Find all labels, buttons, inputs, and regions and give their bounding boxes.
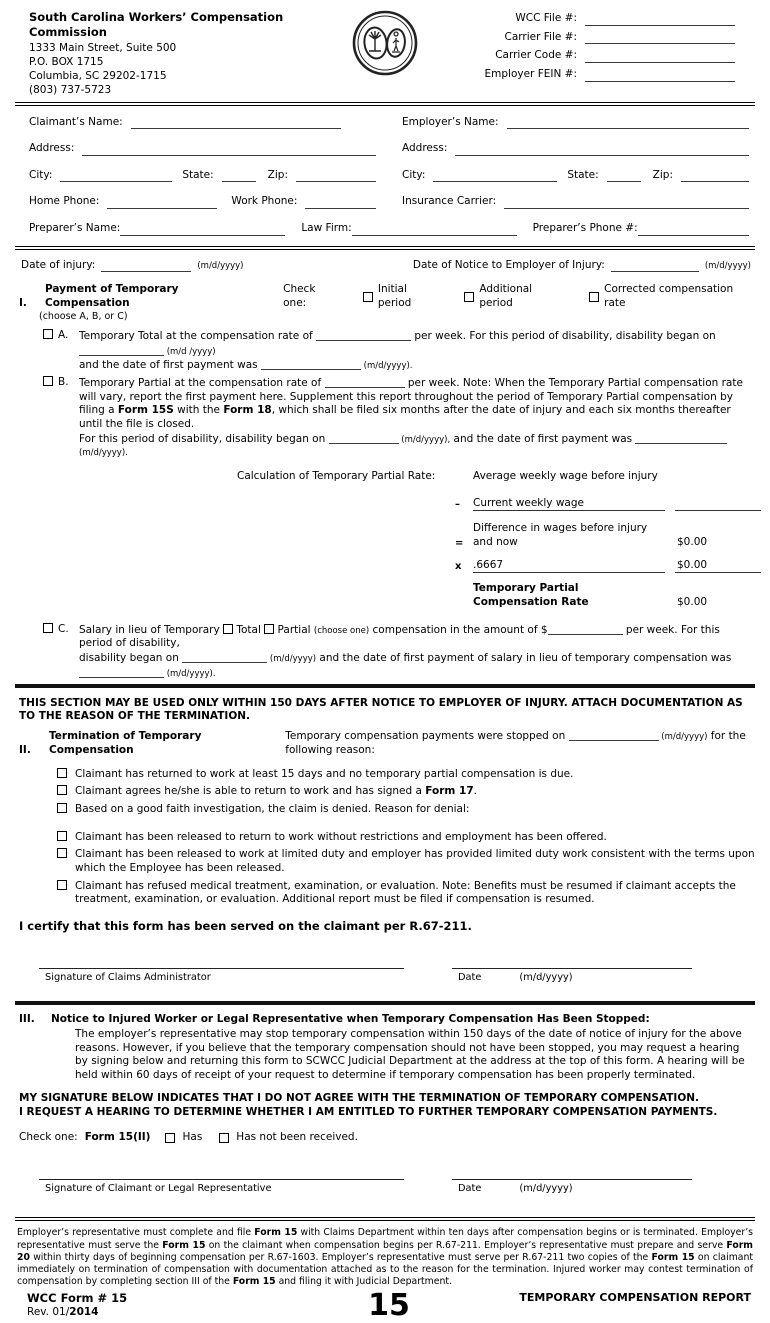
date-label: Date — [458, 971, 482, 983]
claimant-zip-input[interactable] — [296, 170, 376, 182]
south-carolina-seal-icon — [352, 10, 418, 76]
option-b-row — [43, 376, 755, 460]
text-run: Total — [233, 623, 265, 636]
claimant-signature-label: Signature of Claimant or Legal Representative — [45, 1182, 272, 1194]
section1-heading — [15, 277, 755, 310]
employer-address-label: Address: — [402, 142, 448, 155]
check-one-label: Check one: — [283, 283, 316, 310]
date-format-hint: (m/d/yyyy) — [519, 1182, 573, 1194]
calc-title: Calculation of Temporary Partial Rate: — [237, 469, 436, 482]
calc-value-difference: $0.00 — [677, 536, 708, 549]
fill-in-line[interactable] — [182, 651, 267, 663]
form-header — [15, 6, 755, 100]
employer-city-input[interactable] — [433, 170, 557, 182]
section2-title: Termination of Temporary Compensation — [49, 730, 202, 757]
text-run: and the date of first payment was — [79, 359, 261, 372]
text-run: Partial — [274, 623, 314, 636]
insurance-carrier-input[interactable] — [504, 197, 749, 209]
corrected-rate-label: Corrected compensation rate — [604, 283, 734, 310]
text-run: on the claimant when compensation begins per R.67-211. Employer’s representative must prepare and serve — [205, 1239, 727, 1251]
calc-value-factor-product: $0.00 — [675, 559, 761, 574]
seal-container — [315, 10, 455, 81]
fill-in-line[interactable] — [569, 729, 659, 741]
work-phone-label: Work Phone: — [231, 195, 298, 208]
claims-admin-date-line[interactable] — [452, 968, 692, 969]
inline-checkbox[interactable] — [264, 624, 274, 634]
claimant-name-input[interactable] — [131, 117, 341, 129]
multiply-operator: x — [455, 561, 462, 573]
option-initial-period[interactable] — [363, 283, 443, 310]
has-not-checkbox[interactable] — [219, 1133, 229, 1143]
initial-period-checkbox[interactable] — [363, 292, 373, 302]
divider — [15, 246, 755, 250]
termination-reason-row — [57, 803, 755, 817]
text-run: (m/d/yyyy). — [164, 668, 216, 679]
phone-line: (803) 737-5723 — [29, 84, 112, 97]
claimant-address-input[interactable] — [82, 144, 376, 156]
employer-address-input[interactable] — [455, 144, 749, 156]
check-one-label: Check one: — [19, 1131, 78, 1144]
text-run: Claimant has been released to work at limited duty and employer has provided limited duty work consistent with the terms upon which the Employee has been released. — [75, 848, 755, 874]
text-run: within thirty days of beginning compensation per R.67-1603. Employer’s representative must serve per R.67-211 two copies of the — [29, 1251, 652, 1263]
parties-section — [15, 108, 755, 244]
reason-text — [75, 831, 755, 845]
carrier-code-input[interactable] — [585, 51, 735, 63]
text-run: Form 17 — [425, 785, 474, 798]
text-run: Temporary Partial at the compensation rate of — [79, 376, 325, 389]
filing-instructions — [15, 1223, 755, 1287]
home-phone-label: Home Phone: — [29, 195, 100, 208]
calc-value-result: $0.00 — [677, 596, 708, 608]
employer-fein-input[interactable] — [585, 70, 735, 82]
fill-in-line[interactable] — [325, 376, 405, 388]
text-run: compensation in the amount of $ — [369, 623, 548, 636]
form-id: WCC Form # 15 — [27, 1290, 128, 1305]
carrier-file-input[interactable] — [585, 32, 735, 44]
text-run: Form 15 — [651, 1251, 695, 1263]
employer-fein-row — [455, 68, 755, 82]
section2-number: II. — [19, 744, 31, 757]
text-run: disability began on — [79, 651, 183, 664]
file-number-block — [455, 10, 755, 87]
equals-operator: = — [455, 537, 464, 549]
termination-reasons-group1 — [57, 768, 755, 817]
section3-title: Notice to Injured Worker or Legal Representative when Temporary Compensation Has Been Stopped: — [51, 1012, 650, 1025]
employer-column — [402, 116, 749, 223]
reason-text — [75, 785, 755, 799]
fill-in-line[interactable] — [548, 623, 623, 635]
option-b-checkbox[interactable] — [43, 376, 53, 386]
form-15ii-ref: Form 15(II) — [84, 1131, 151, 1144]
additional-period-label: Additional period — [479, 283, 533, 310]
text-run: Temporary Total at the compensation rate of — [79, 330, 317, 343]
claimant-column — [29, 116, 376, 223]
option-b-text — [79, 376, 755, 460]
text-run: . — [473, 785, 477, 798]
calc-table — [455, 470, 761, 619]
date-label: Date — [458, 1182, 482, 1194]
claimant-city-input[interactable] — [60, 170, 172, 182]
form-15ii-check-row — [19, 1131, 755, 1145]
preparer-row — [29, 222, 749, 236]
text-run: Claimant has refused medical treatment, examination, or evaluation. Note: Benefits must be resumed if claimant accepts the treatment, examination, or evaluation. Additional report must be filed if compensation is resumed. — [75, 879, 736, 906]
reason-text — [75, 848, 755, 875]
claimant-name-label: Claimant’s Name: — [29, 115, 123, 128]
wcc-file-input[interactable] — [585, 14, 735, 26]
notice-date-label: Date of Notice to Employer of Injury: — [412, 258, 605, 271]
signature-statement-1: MY SIGNATURE BELOW INDICATES THAT I DO NOT AGREE WITH THE TERMINATION OF TEMPORARY COMPENSATION. — [19, 1091, 700, 1104]
employer-zip-input[interactable] — [681, 170, 749, 182]
option-additional-period[interactable] — [464, 283, 567, 310]
fill-in-line[interactable] — [329, 432, 399, 444]
address-line: Columbia, SC 29202-1715 — [29, 70, 167, 83]
claimant-state-label: State: — [182, 168, 214, 181]
law-firm-input[interactable] — [352, 224, 517, 236]
text-run: Temporary compensation payments were stopped on — [285, 730, 569, 743]
text-run: Claimant has returned to work at least 15 days and no temporary partial compensation is due. — [75, 767, 574, 780]
text-run: (m/d/yyyy) — [267, 653, 317, 664]
reason-text — [75, 768, 755, 782]
text-run: Salary in lieu of Temporary — [79, 623, 224, 636]
claims-admin-signature-row — [39, 968, 755, 985]
minus-operator: – — [455, 499, 460, 511]
preparer-name-input[interactable] — [120, 224, 285, 236]
termination-reason-row — [57, 848, 755, 875]
calc-row-difference: Difference in wages before injury and now — [473, 522, 648, 549]
employer-name-input[interactable] — [507, 117, 749, 129]
reason-checkbox[interactable] — [57, 848, 67, 858]
has-checkbox[interactable] — [165, 1133, 175, 1143]
option-a-text — [79, 329, 755, 373]
form-id-block — [27, 1291, 368, 1320]
employer-city-label: City: — [402, 168, 426, 181]
text-run: and the date of first payment was — [450, 432, 636, 445]
text-run: Form 15S — [117, 404, 174, 417]
report-title: TEMPORARY COMPENSATION REPORT — [519, 1290, 751, 1304]
reason-checkbox[interactable] — [57, 803, 67, 813]
claimant-state-input[interactable] — [222, 170, 256, 182]
claims-admin-signature-label: Signature of Claims Administrator — [45, 971, 211, 983]
divider — [15, 684, 755, 688]
calc-row-average-wage: Average weekly wage before injury — [473, 470, 658, 483]
calc-row-current-wage: Current weekly wage — [473, 497, 665, 512]
wcc-file-row — [455, 12, 755, 26]
claimant-city-label: City: — [29, 168, 53, 181]
reason-checkbox[interactable] — [57, 785, 67, 795]
option-c-letter: C. — [58, 622, 69, 635]
reason-checkbox[interactable] — [57, 880, 67, 890]
has-label: Has — [182, 1131, 203, 1144]
initial-period-label: Initial period — [377, 283, 412, 310]
corrected-rate-checkbox[interactable] — [589, 292, 599, 302]
carrier-code-row — [455, 49, 755, 63]
text-run: (m/d/yyyy). — [79, 448, 128, 459]
date-of-injury-input[interactable] — [101, 260, 191, 272]
text-run: Claimant agrees he/she is able to return to work and has signed a — [75, 785, 426, 798]
text-run: (m/d/yyyy) — [658, 732, 708, 743]
termination-reasons-group2 — [57, 831, 755, 907]
text-run: per week. For this period of disability, — [79, 623, 720, 650]
preparer-phone-input[interactable] — [638, 224, 749, 236]
employer-name-label: Employer’s Name: — [402, 115, 499, 128]
fill-in-line[interactable] — [79, 666, 164, 678]
date-format-hint: (m/d/yyyy) — [519, 971, 573, 983]
option-a-checkbox[interactable] — [43, 329, 53, 339]
text-run: and the date of first payment of salary in lieu of temporary compensation was — [316, 651, 732, 664]
section2-warning: THIS SECTION MAY BE USED ONLY WITHIN 150 DAYS AFTER NOTICE TO EMPLOYER OF INJURY. ATTACH DOCUMENTATION AS TO THE REASON OF THE TERMINATION. — [19, 697, 743, 723]
home-phone-input[interactable] — [107, 197, 217, 209]
reason-text — [75, 803, 755, 817]
termination-reason-row — [57, 831, 755, 845]
claimant-date-line[interactable] — [452, 1179, 692, 1180]
text-run: (m/d/yyyy). — [360, 361, 413, 372]
date-format-hint: (m/d/yyyy) — [704, 261, 751, 272]
carrier-file-row — [455, 31, 755, 45]
claimant-zip-label: Zip: — [267, 168, 288, 181]
fill-in-line[interactable] — [79, 344, 164, 356]
section2-heading — [15, 725, 755, 761]
work-phone-input[interactable] — [305, 197, 376, 209]
temporary-partial-rate-calculation — [237, 470, 755, 619]
commission-name: South Carolina Workers’ Compensation Commission — [29, 10, 284, 39]
claimant-address-label: Address: — [29, 142, 75, 155]
reason-text — [75, 880, 755, 907]
wcc-file-label: WCC File #: — [515, 12, 577, 24]
footer-row — [15, 1288, 755, 1321]
employer-fein-label: Employer FEIN #: — [484, 67, 577, 80]
text-run: 2014 — [69, 1305, 99, 1318]
text-run: with Claims Department within ten days after compensation begins or is terminated. Employer’s representative must serve the — [17, 1227, 754, 1251]
calc-row-result: Temporary Partial Compensation Rate — [473, 582, 589, 608]
reason-checkbox[interactable] — [57, 831, 67, 841]
address-line: 1333 Main Street, Suite 500 — [29, 41, 177, 54]
option-c-row — [43, 623, 755, 681]
text-run: with the — [173, 404, 224, 417]
carrier-code-label: Carrier Code #: — [495, 49, 577, 62]
text-run: (m/d /yyyy) — [164, 346, 216, 357]
employer-zip-label: Zip: — [652, 168, 673, 181]
commission-address-block — [15, 10, 315, 98]
notice-date-input[interactable] — [611, 260, 699, 272]
termination-reason-row — [57, 768, 755, 782]
calc-row-factor: .6667 — [473, 559, 665, 574]
text-run: per week. Note: When the Temporary Partial compensation rate will vary, report the first payment here. Supplement this report throughout the period of Temporary Partial compensation by filing a — [79, 376, 743, 417]
section3-body: The employer’s representative may stop temporary compensation within 150 days of the date of notice of injury for the above reasons. However, if you believe that the temporary compensation should not have been stopped, you may request a hearing by signing below and returning this form to SCWCC Judicial Department at the address at the top of this form. A hearing will be held within 60 days of receipt of your request to determine if temporary compensation has been properly terminated. — [75, 1028, 745, 1082]
option-c-text — [79, 623, 755, 681]
text-run: , which shall be filed six months after the date of injury and each six months thereafter until the file is closed. — [79, 404, 731, 430]
address-line: P.O. BOX 1715 — [29, 56, 104, 69]
option-b-letter: B. — [58, 375, 69, 388]
text-run: for the following reason: — [285, 730, 746, 757]
date-format-hint: (m/d/yyyy) — [197, 261, 244, 272]
page-number: 15 — [368, 1287, 410, 1323]
divider — [15, 1217, 755, 1221]
fill-in-line[interactable] — [261, 358, 361, 370]
form-revision — [27, 1306, 368, 1320]
option-c-checkbox[interactable] — [43, 623, 53, 633]
certify-statement: I certify that this form has been served on the claimant per R.67-211. — [19, 918, 472, 933]
inline-checkbox[interactable] — [223, 624, 233, 634]
signature-statement-2: I REQUEST A HEARING TO DETERMINE WHETHER I AM ENTITLED TO FURTHER TEMPORARY COMPENSATION PAYMENTS. — [19, 1105, 718, 1118]
insurance-carrier-label: Insurance Carrier: — [402, 195, 497, 208]
has-not-label: Has not been received. — [236, 1131, 358, 1144]
section3-number: III. — [19, 1012, 35, 1025]
text-run: Form 20 — [17, 1239, 753, 1263]
text-run: Rev. 01/ — [27, 1305, 70, 1318]
claims-admin-signature-line[interactable] — [39, 968, 404, 969]
text-run: on claimant immediately on termination of compensation with documentation attached as to the reason for the termination. Injured worker may contest termination of compensation by completing section III of the — [17, 1251, 753, 1287]
calc-value-current-wage[interactable] — [675, 510, 761, 511]
text-run: (m/d/yyyy), — [398, 434, 451, 445]
text-run: Based on a good faith investigation, the claim is denied. Reason for denial: — [75, 803, 470, 816]
employer-state-input[interactable] — [607, 170, 641, 182]
date-of-injury-label: Date of injury: — [21, 258, 96, 271]
text-run: Form 15 — [254, 1227, 298, 1239]
option-corrected-rate[interactable] — [589, 283, 755, 310]
text-run: (choose one) — [313, 625, 370, 636]
section2-intro — [285, 729, 755, 757]
preparer-name-label: Preparer’s Name: — [29, 222, 121, 235]
text-run: For this period of disability, disability began on — [79, 432, 329, 445]
termination-reason-row — [57, 880, 755, 907]
text-run: Form 15 — [232, 1275, 276, 1287]
injury-date-row — [15, 252, 755, 278]
text-run: and filing it with Judicial Department. — [275, 1275, 452, 1287]
text-run: Form 18 — [223, 404, 272, 417]
law-firm-label: Law Firm: — [301, 222, 352, 235]
termination-reason-row — [57, 785, 755, 799]
reason-checkbox[interactable] — [57, 768, 67, 778]
divider — [15, 1001, 755, 1005]
section1-subtitle: (choose A, B, or C) — [39, 310, 128, 322]
text-run: Form 15 — [162, 1239, 206, 1251]
additional-period-checkbox[interactable] — [464, 292, 474, 302]
employer-state-label: State: — [567, 168, 599, 181]
fill-in-line[interactable] — [316, 329, 411, 341]
fill-in-line[interactable] — [635, 432, 727, 444]
section1-title: Payment of Temporary Compensation — [45, 283, 179, 310]
option-a-row — [43, 329, 755, 373]
preparer-phone-label: Preparer’s Phone #: — [532, 222, 638, 235]
text-run: Employer’s representative must complete and file — [17, 1227, 255, 1239]
claimant-signature-line[interactable] — [39, 1179, 404, 1180]
text-run: Claimant has been released to return to work without restrictions and employment has been offered. — [75, 830, 607, 843]
divider — [15, 102, 755, 106]
option-a-letter: A. — [58, 329, 69, 342]
text-run: per week. For this period of disability, disability began on — [411, 330, 716, 343]
section1-number: I. — [19, 297, 27, 310]
carrier-file-label: Carrier File #: — [504, 30, 577, 43]
claimant-signature-row — [39, 1179, 755, 1196]
